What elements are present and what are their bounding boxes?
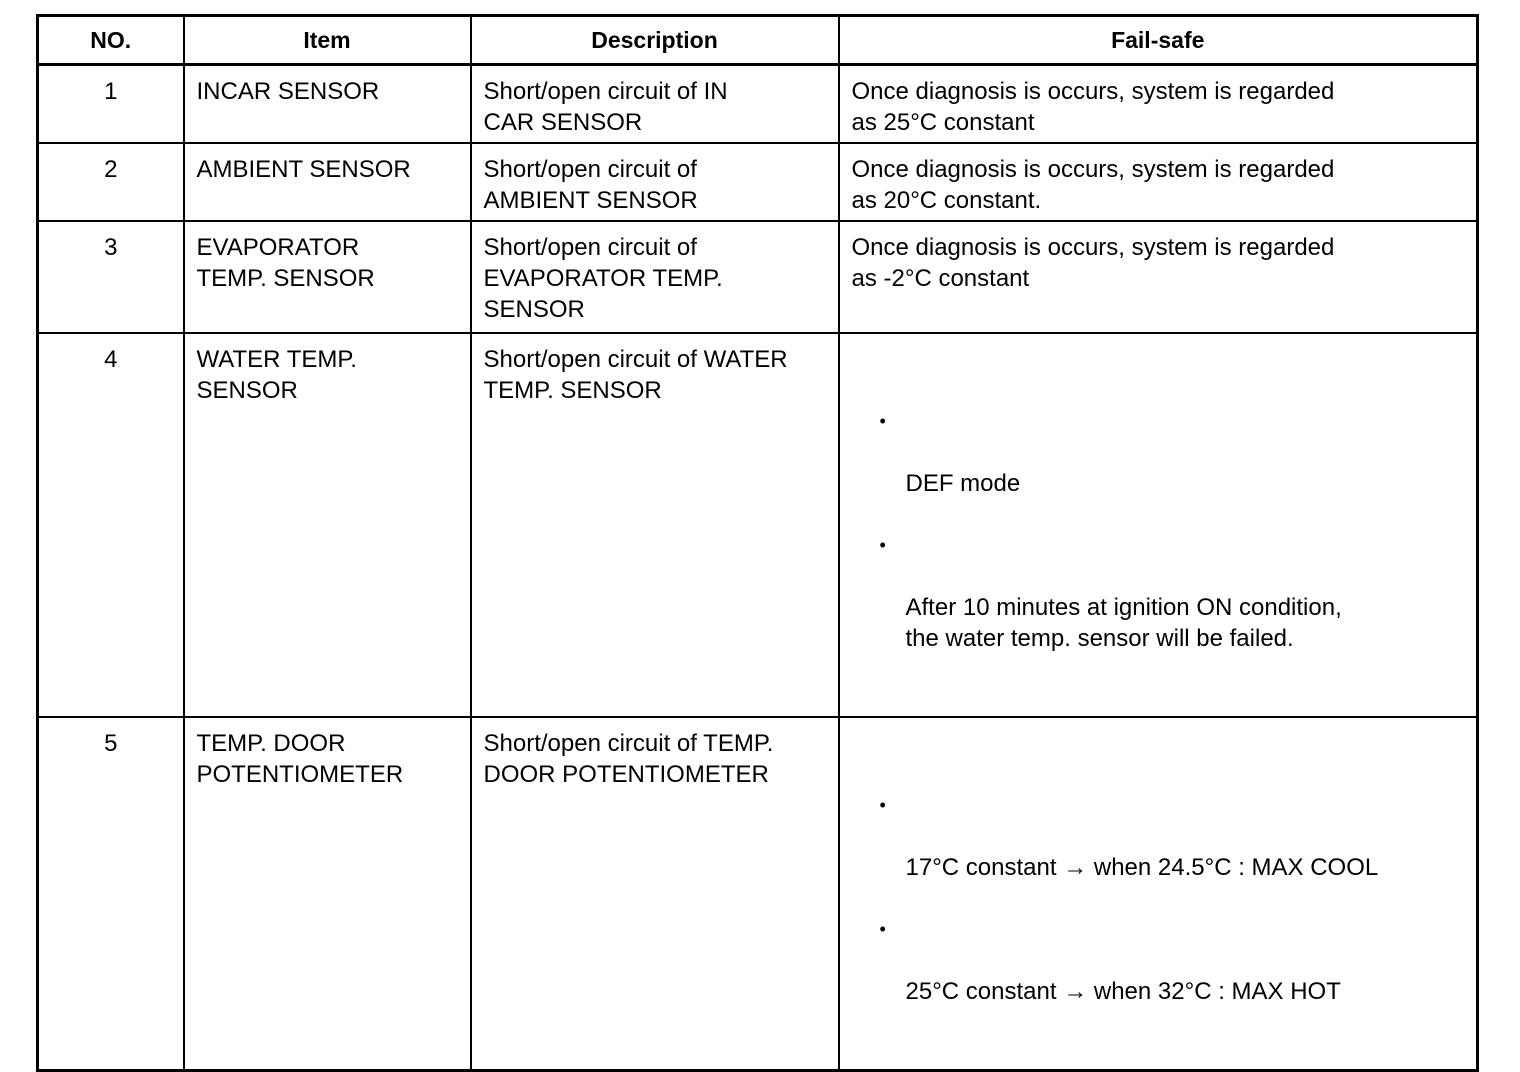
bullet-text: After 10 minutes at ignition ON condition, the water temp. sensor will be failed. [905,594,1342,652]
row-number: 5 [38,717,184,1071]
row-failsafe [839,717,1478,1071]
list-item [876,790,1469,883]
table-row [38,333,1478,717]
table-row [38,65,1478,144]
failsafe-bullet-list [852,375,1469,685]
failsafe-bullet-list [852,759,1469,1038]
header-row [38,16,1478,65]
row-description: Short/open circuit of TEMP. DOOR POTENTIOMETER [471,717,839,1071]
row-failsafe: Once diagnosis is occurs, system is regarded as 25°C constant [839,65,1478,144]
bullet-icon: • [879,795,886,815]
bullet-icon: • [879,411,886,431]
list-item [876,406,1469,499]
table-row [38,221,1478,333]
row-description: Short/open circuit of AMBIENT SENSOR [471,143,839,221]
row-failsafe: Once diagnosis is occurs, system is regarded as -2°C constant [839,221,1478,333]
header-description: Description [471,16,839,65]
row-item: TEMP. DOOR POTENTIOMETER [184,717,471,1071]
row-item: INCAR SENSOR [184,65,471,144]
header-no: NO. [38,16,184,65]
row-item: AMBIENT SENSOR [184,143,471,221]
row-failsafe: Once diagnosis is occurs, system is regarded as 20°C constant. [839,143,1478,221]
bullet-text: DEF mode [905,470,1021,497]
bullet-icon: • [879,919,886,939]
failsafe-table [36,14,1479,1072]
list-item [876,914,1469,1007]
table-row [38,143,1478,221]
row-description: Short/open circuit of WATER TEMP. SENSOR [471,333,839,717]
row-number: 2 [38,143,184,221]
list-item [876,530,1469,654]
row-description: Short/open circuit of EVAPORATOR TEMP. SENSOR [471,221,839,333]
header-failsafe: Fail-safe [839,16,1478,65]
bullet-text: 17°C constant → when 24.5°C : MAX COOL [905,854,1379,881]
header-item: Item [184,16,471,65]
row-number: 3 [38,221,184,333]
table-row [38,717,1478,1071]
failsafe-table-sheet [36,14,1476,1072]
row-number: 4 [38,333,184,717]
row-failsafe [839,333,1478,717]
row-item: WATER TEMP. SENSOR [184,333,471,717]
row-item: EVAPORATOR TEMP. SENSOR [184,221,471,333]
bullet-icon: • [879,535,886,555]
row-description: Short/open circuit of IN CAR SENSOR [471,65,839,144]
row-number: 1 [38,65,184,144]
bullet-text: 25°C constant → when 32°C : MAX HOT [905,978,1341,1005]
